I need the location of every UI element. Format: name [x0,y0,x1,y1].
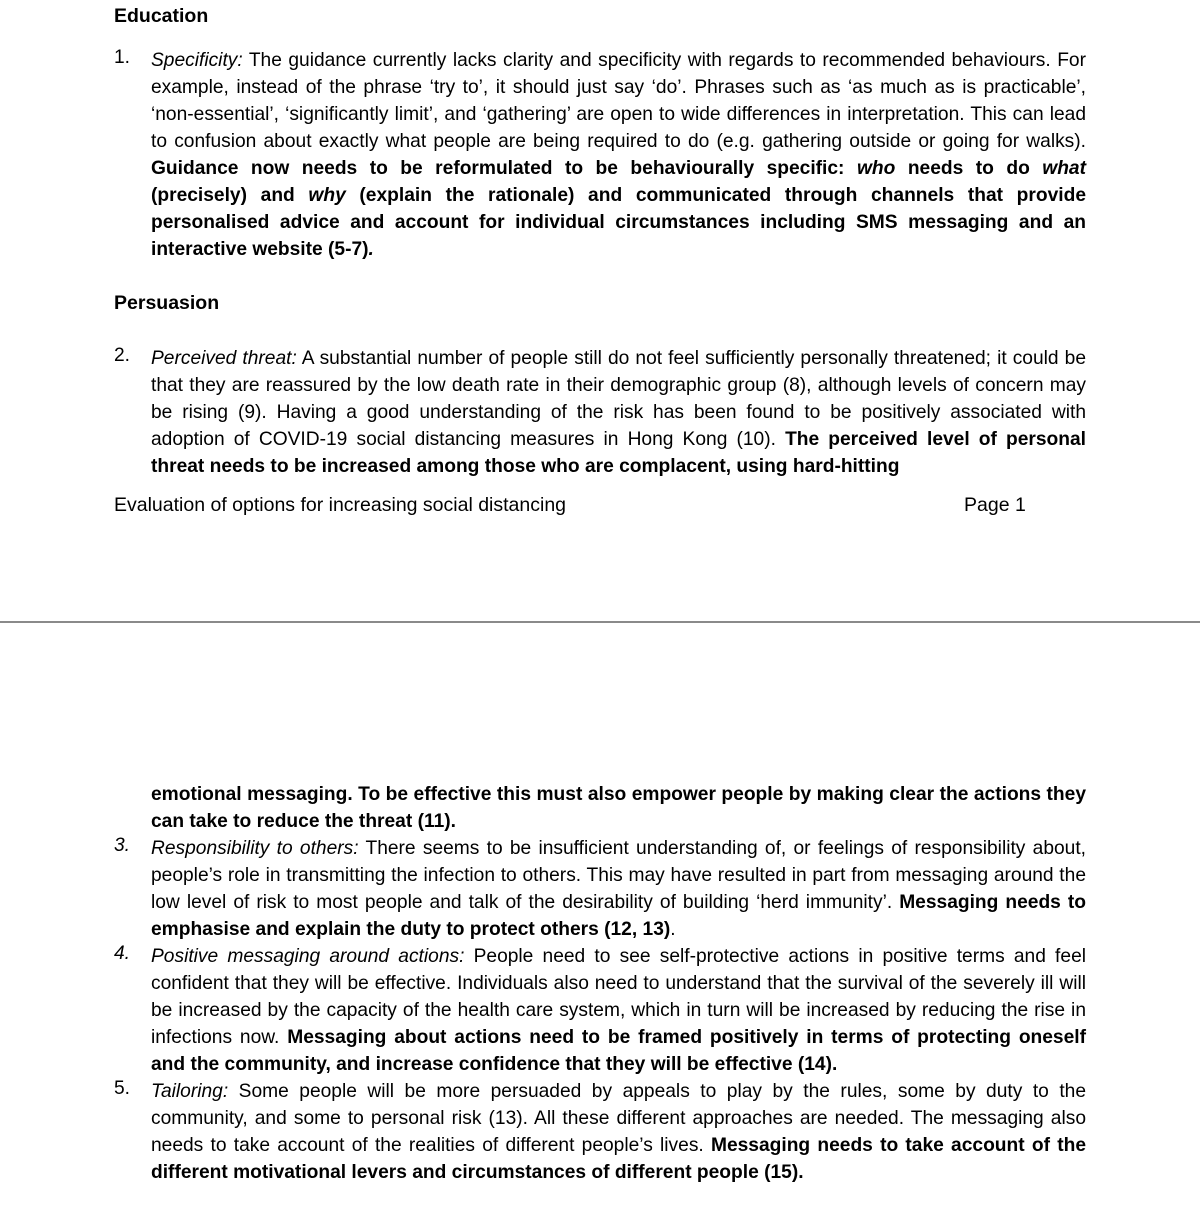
page-divider [0,621,1200,623]
item-end: . [670,919,676,940]
item-bold-text: (explain the rationale) and communicated through channels that provide personalised advice and account for individual circumstances including SMS messaging and an interactive website (5-7) [151,185,1086,260]
list-number: 4. [114,943,131,964]
item-bold-text: (precisely) and [151,185,309,206]
item-text: Some people will be more persuaded by appeals to play by the rules, some by duty to the community, and some to personal risk (13). All these different approaches are needed. The messaging also needs to take account of the realities of different people’s lives. [151,1081,1086,1156]
page-footer-title: Evaluation of options for increasing social distancing [114,494,567,516]
item-bold-text: Messaging needs to take account of the different motivational levers and circumstances of different people (15). [151,1135,1086,1183]
list-number: 5. [114,1078,131,1099]
item-bold-text: The perceived level of personal threat needs to be increased among those who are complacent, using hard-hitting [151,429,1086,477]
section-heading-persuasion: Persuasion [114,292,220,314]
section-heading-education: Education [114,5,209,27]
item-bold-text: Messaging about actions need to be framed positively in terms of protecting oneself and the community, and increase confidence that they will be effective (14). [151,1027,1086,1075]
paragraph-continued: emotional messaging. To be effective this must also empower people by making clear the actions they can take to reduce the threat (11). [151,784,1086,832]
page-number: Page 1 [964,494,1026,516]
item-label: Responsibility to others: [151,838,359,859]
item-bold-text: needs to do [895,158,1043,179]
item-label: Positive messaging around actions: [151,946,465,967]
item-bold-text: Messaging needs to emphasise and explain the duty to protect others (12, 13) [151,892,1086,940]
item-bold-text: Guidance now needs to be reformulated to be behaviourally specific: [151,158,857,179]
paragraph [151,943,1086,1078]
item-label: Perceived threat: [151,348,297,369]
paragraph [151,835,1086,943]
list-number: 2. [114,345,131,366]
item-bold-emphasis: what [1042,158,1086,179]
item-label: Specificity: [151,50,243,71]
list-number: 1. [114,47,131,68]
list-item-positive-messaging [114,943,1086,1097]
item-bold-emphasis: who [856,158,896,179]
list-number: 3. [114,835,131,856]
list-item-perceived-threat [114,345,1086,499]
paragraph [151,1078,1086,1186]
list-item-tailoring [114,1078,1086,1205]
item-text: A substantial number of people still do not feel sufficiently personally threatened; it could be that they are reassured by the low death rate in their demographic group (8), although levels of concern may be rising (9). Having a good understanding of the risk has been found to be positively associated with adoption of COVID-19 social distancing measures in Hong Kong (10). [151,348,1086,450]
item-end: . [368,239,374,260]
item-label: Tailoring: [151,1081,229,1102]
list-item-specificity [114,47,1086,282]
item-text: People need to see self-protective actions in positive terms and feel confident that they will be effective. Individuals also need to understand that the survival of the severely ill will be increased by the capacity of the health care system, which in turn will be increased by reducing the rise in infections now. [151,946,1086,1048]
paragraph [151,345,1086,480]
item-text: The guidance currently lacks clarity and specificity with regards to recommended behaviours. For example, instead of the phrase ‘try to’, it should just say ‘do’. Phrases such as ‘as much as is practicable’, ‘non-essential’, ‘significantly limit’, and ‘gathering’ are open to wide differences in interpretation. This can lead to confusion about exactly what people are being required to do (e.g. gathering outside or going for walks). [151,50,1086,152]
item-bold-emphasis: why [308,185,346,206]
item-text: There seems to be insufficient understanding of, or feelings of responsibility about, people’s role in transmitting the infection to others. This may have resulted in part from messaging around the low level of risk to most people and talk of the desirability of building ‘herd immunity’. [151,838,1086,913]
paragraph [151,47,1086,263]
